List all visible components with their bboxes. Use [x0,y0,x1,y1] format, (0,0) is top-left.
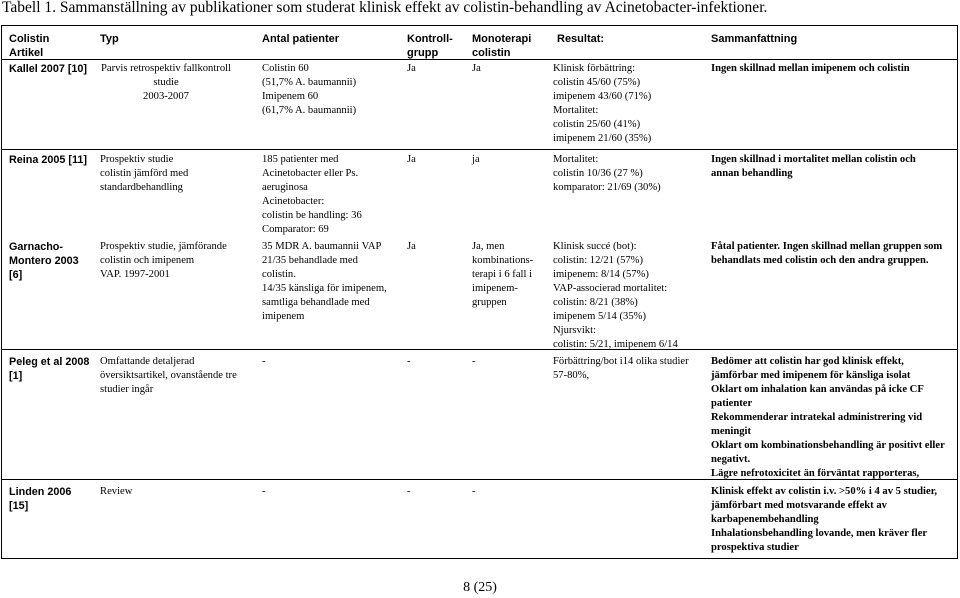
cell-patients: - [262,356,266,367]
cell-control: Ja [407,154,416,165]
cell-patients: 35 MDR A. baumannii VAP 21/35 behandlade med colistin. 14/35 känsliga för imipenem, samtliga behandlade med imipenem [262,241,387,322]
cell-study: Reina 2005 [11] [9,154,88,166]
cell-patients: 185 patienter med Acinetobacter eller Ps. aeruginosa Acinetobacter: colistin be handling: 36 Comparator: 69 [262,154,362,235]
row-divider-2 [1,349,958,350]
cell-type: Prospektiv studie, jämförande colistin och imipenem VAP. 1997-2001 [100,241,227,280]
cell-result: Klinisk förbättring: colistin 45/60 (75%) imipenem 43/60 (71%) Mortalitet: colistin 25/60 (41%) imipenem 21/60 (35%) [553,63,652,144]
header-result: Resultat: [557,33,605,45]
header-summary: Sammanfattning [711,33,798,45]
cell-summary: Bedömer att colistin har god klinisk effekt, jämförbar med imipenem för känsliga isolat Oklart om inhalation kan användas på icke CF patienter Rekommenderar intratekal administrering vid meningit Oklart om kombinationsbehandling är positivt eller negativt. Lägre nefrotoxicitet än förväntat rapporteras, [711,356,945,479]
header-type: Typ [100,33,119,45]
header-control: Kontroll- grupp [407,33,453,59]
cell-mono: Ja, men kombinations- terapi i 6 fall i imipenem- gruppen [472,241,534,308]
cell-summary: Ingen skillnad i mortalitet mellan colistin och annan behandling [711,154,916,179]
cell-type: Review [100,486,133,497]
cell-mono: ja [472,154,480,165]
cell-study: Peleg et al 2008 [1] [9,356,90,382]
cell-control: Ja [407,63,416,74]
cell-type: Omfattande detaljerad översiktsartikel, ovanstående tre studier ingår [100,356,237,395]
cell-study: Garnacho- Montero 2003 [6] [9,241,79,281]
cell-summary: Fåtal patienter. Ingen skillnad mellan gruppen som behandlats med colistin och den andra gruppen. [711,241,943,266]
cell-result: Mortalitet: colistin 10/36 (27 %) komparator: 21/69 (30%) [553,154,661,193]
cell-result: Förbättring/bot i14 olika studier 57-80%, [553,356,689,381]
cell-mono: Ja [472,63,481,74]
cell-type: Prospektiv studie colistin jämförd med standardbehandling [100,154,189,193]
header-mono: Monoterapi colistin [472,33,532,59]
cell-study: Kallel 2007 [10] [9,63,88,75]
cell-patients: Colistin 60 (51,7% A. baumannii) Imipenem 60 (61,7% A. baumannii) [262,63,357,116]
row-divider-1 [1,149,958,150]
cell-patients: - [262,486,266,497]
header-study: Colistin Artikel [9,33,50,59]
cell-result: Klinisk succé (bot): colistin: 12/21 (57%) imipenem: 8/14 (57%) VAP-associerad mortalitet: colistin: 8/21 (38%) imipenem 5/14 (35%) Njursvikt: colistin: 5/21, imipenem 6/14 [553,241,678,350]
cell-study: Linden 2006 [15] [9,486,72,512]
cell-control: - [407,356,411,367]
cell-summary: Ingen skillnad mellan imipenem och colistin [711,63,910,74]
cell-mono: - [472,486,476,497]
table-caption: Tabell 1. Sammanställning av publikationer som studerat klinisk effekt av colistin-behandling av Acinetobacter-infektioner. [2,0,768,16]
cell-type: Parvis retrospektiv fallkontroll studie 2003-2007 [100,63,232,102]
cell-control: - [407,486,411,497]
page-number: 8 (25) [463,580,497,595]
cell-control: Ja [407,241,416,252]
cell-mono: - [472,356,476,367]
header-patients: Antal patienter [262,33,340,45]
cell-summary: Klinisk effekt av colistin i.v. >50% i 4 av 5 studier, jämförbart med motsvarande effekt av karbapenembehandling Inhalationsbehandling lovande, men kräver fler prospektiva studier [711,486,938,553]
